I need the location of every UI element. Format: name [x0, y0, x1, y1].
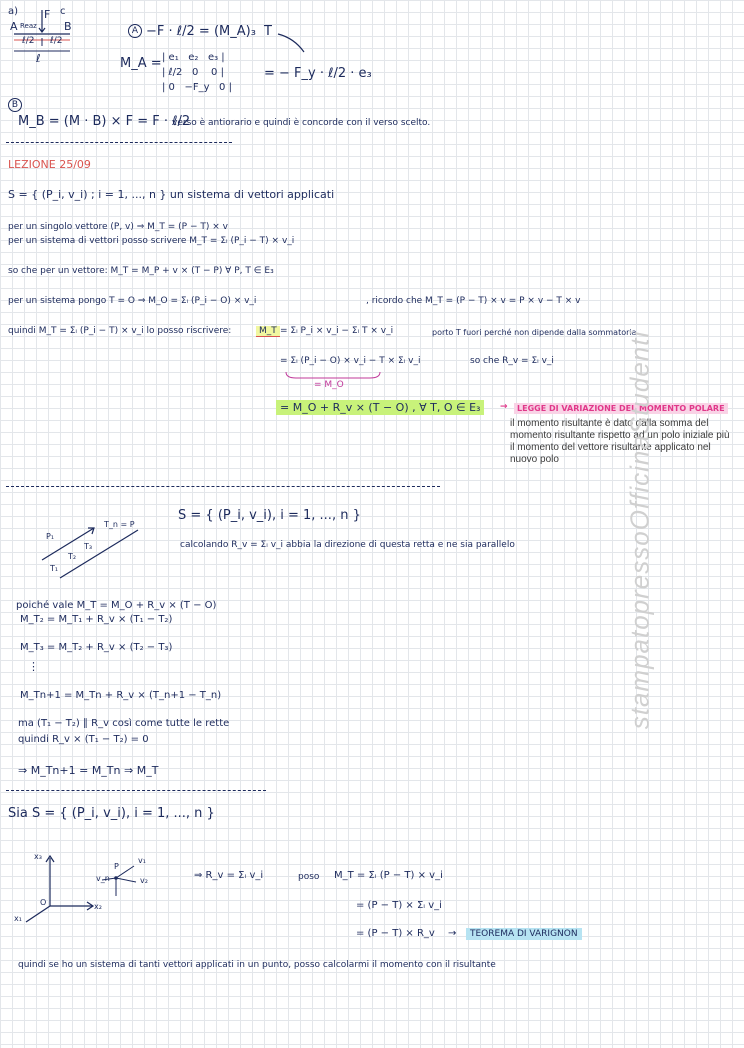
variation-law-equation: = M_O + R_v × (T − O) , ∀ T, O ∈ E₃	[276, 400, 484, 415]
poiche-line: poiché vale M_T = M_O + R_v × (T − O)	[16, 600, 217, 611]
axes-figure	[24, 852, 154, 932]
ma-line: ma (T₁ − T₂) ∥ R_v così come tutte le rette	[18, 718, 230, 729]
divider-1	[6, 142, 232, 143]
conclusion-line: ⇒ M_Tn+1 = M_Tn ⇒ M_T	[18, 764, 159, 777]
tau-arrow	[276, 32, 316, 56]
pongo-line: per un sistema pongo T = O ⇒ M_O = Σᵢ (P_i − O) × v_i	[8, 296, 257, 306]
axis-x2: x₂	[94, 902, 102, 911]
mt3-line: M_T₃ = M_T₂ + R_v × (T₂ − T₃)	[20, 642, 173, 653]
fig-label-half-left: ℓ/2	[22, 36, 35, 46]
fig-label-circle-c: c	[60, 6, 66, 17]
mtn-line: M_Tn+1 = M_Tn + R_v × (T_n+1 − T_n)	[20, 690, 222, 701]
mt2-line: M_T₂ = M_T₁ + R_v × (T₁ − T₂)	[20, 614, 173, 625]
vector-vn: v_n	[96, 874, 110, 883]
ricordo-line: , ricordo che M_T = (P − T) × v = P × v − T × v	[366, 296, 581, 306]
fig-t2: T₂	[68, 552, 77, 561]
tau-label: T	[264, 24, 272, 39]
fig-t1: T₁	[50, 564, 59, 573]
quindi-lhs: quindi M_T = Σᵢ (P_i − T) × v_i lo posso riscrivere:	[8, 326, 232, 336]
vector-v1: v₁	[138, 856, 146, 865]
calc-line: calcolando R_v = Σᵢ v_i abbia la direzione di questa retta e ne sia parallelo	[180, 540, 515, 550]
divider-3	[6, 790, 266, 791]
fig-label-half-right: ℓ/2	[50, 36, 63, 46]
equals-mo: = M_O	[314, 380, 344, 390]
quindi-zero-line: quindi R_v × (T₁ − T₂) = 0	[18, 734, 149, 745]
poso-label: poso	[298, 872, 320, 882]
mt-sum-line: M_T = Σᵢ (P − T) × v_i	[334, 870, 443, 881]
point-p: P	[114, 862, 119, 871]
porto-note: porto T fuori perché non dipende dalla sommatoria	[432, 328, 637, 337]
rv-line: ⇒ R_v = Σᵢ v_i	[194, 870, 264, 881]
fig-label-length: ℓ	[36, 52, 41, 65]
ma-matrix: | e₁ e₂ e₃ | | ℓ/2 0 0 | | 0 −F_y 0 |	[162, 52, 232, 93]
eq-a-marker: A	[128, 24, 142, 38]
fig-label-F: F	[44, 8, 51, 21]
quindi-mt: M_T	[256, 326, 280, 337]
sum-line-2: = Σᵢ (P_i − O) × v_i − T × Σᵢ v_i	[280, 356, 421, 366]
system-vectors-line: per un sistema di vettori posso scrivere M_T = Σᵢ (P_i − T) × v_i	[8, 236, 295, 246]
svg-text:Reaz: Reaz	[20, 22, 37, 30]
quindi-rhs: = Σᵢ P_i × v_i − Σᵢ T × v_i	[280, 326, 394, 336]
varignon-title: TEOREMA DI VARIGNON	[466, 928, 582, 940]
fig-a-label: a)	[8, 6, 19, 17]
divider-2	[6, 486, 440, 487]
mt-factor-line: = (P − T) × Σᵢ v_i	[356, 900, 442, 911]
eq-a: −F · ℓ/2 = (M_A)₃	[146, 24, 256, 39]
axis-x1: x₁	[14, 914, 22, 923]
axis-x3: x₃	[34, 852, 42, 861]
varignon-arrow: →	[448, 928, 457, 939]
system-3: Sia S = { (P_i, v_i), i = 1, ..., n }	[8, 806, 215, 821]
origin-label: O	[40, 898, 47, 907]
single-vector-line: per un singolo vettore (P, v) ⇒ M_T = (P − T) × v	[8, 222, 228, 232]
ma-lhs: M_A =	[120, 56, 162, 71]
fig-label-B: B	[64, 20, 72, 33]
fig-p1: P₁	[46, 532, 55, 541]
watermark: stampatopressoOfficinaStudenti	[624, 330, 655, 730]
fig-t3: T₃	[84, 542, 93, 551]
so-che-line: so che per un vettore: M_T = M_P + v × (T − P) ∀ P, T ∈ E₃	[8, 266, 274, 276]
system-definition: S = { (P_i, v_i) ; i = 1, ..., n } un sistema di vettori applicati	[8, 188, 335, 201]
lesson-title: LEZIONE 25/09	[8, 158, 91, 171]
vector-v2: v₂	[140, 876, 148, 885]
mb-text: verso è antiorario e quindi è concorde con il verso scelto.	[172, 118, 431, 128]
system-2: S = { (P_i, v_i), i = 1, ..., n }	[178, 508, 361, 523]
legge-arrow: →	[500, 402, 508, 412]
fig-tn: T_n = P	[104, 520, 135, 529]
final-line: quindi se ho un sistema di tanti vettori applicati in un punto, posso calcolarmi il momento con il risultante	[18, 960, 496, 970]
mb-equation: M_B = (M · B) × F = F · ℓ/2	[18, 114, 191, 129]
b-marker: B	[8, 98, 22, 112]
underbrace	[284, 370, 384, 380]
ma-rhs: = − F_y · ℓ/2 · e₃	[264, 66, 372, 81]
vertical-dots: ⋮	[28, 660, 39, 673]
legge-note: il momento risultante è dato dalla somma del momento risultante rispetto ad un polo iniziale più il momento del vettore risultante applicato nel nuovo polo	[510, 418, 730, 465]
so-che-rv: so che R_v = Σᵢ v_i	[470, 356, 554, 366]
legge-title: LEGGE DI VARIAZIONE DEL MOMENTO POLARE	[514, 403, 728, 414]
fig-label-A: A	[10, 20, 18, 33]
mt-rv-line: = (P − T) × R_v	[356, 928, 435, 939]
